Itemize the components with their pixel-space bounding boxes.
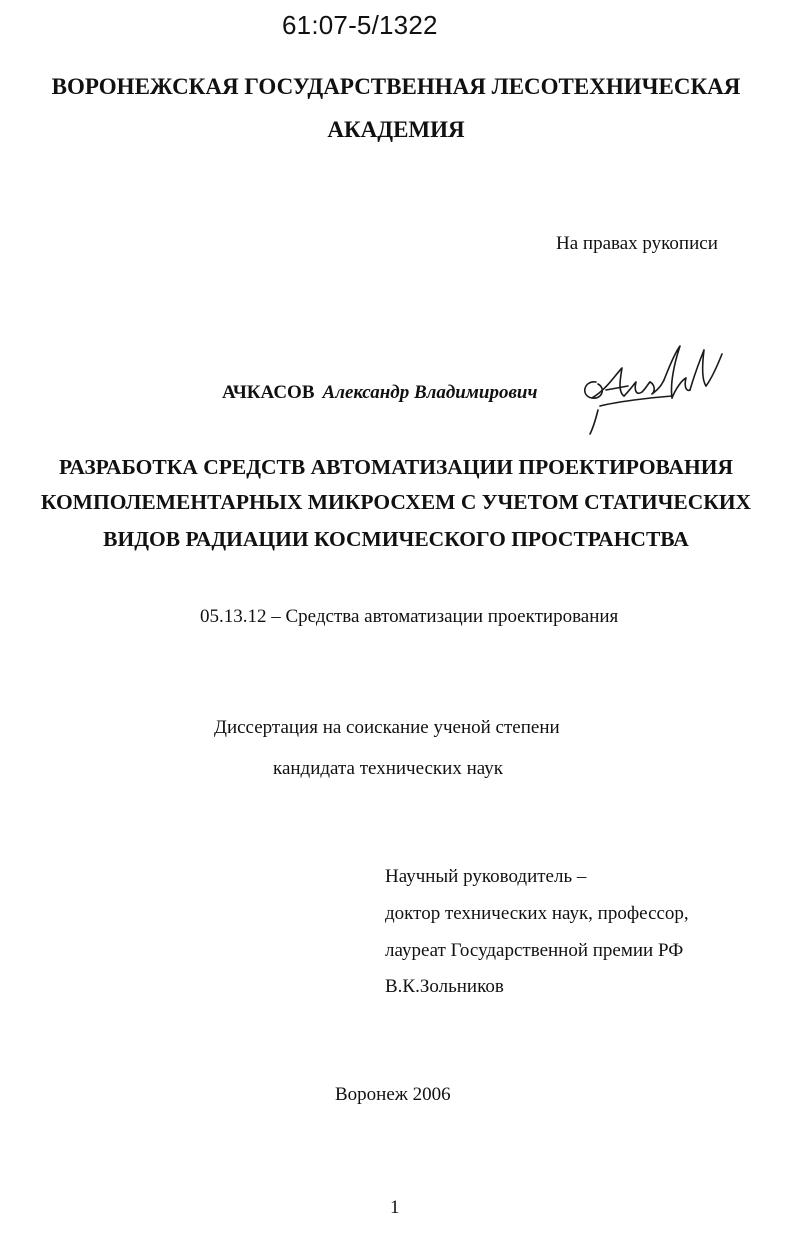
dissertation-title-line1: РАЗРАБОТКА СРЕДСТВ АВТОМАТИЗАЦИИ ПРОЕКТИРОВАНИЯ <box>58 455 734 479</box>
manuscript-rights-note: На правах рукописи <box>556 233 718 254</box>
author-surname: АЧКАСОВ <box>222 382 315 403</box>
supervisor-label: Научный руководитель – <box>385 866 587 887</box>
supervisor-degree: доктор технических наук, профессор, <box>385 903 689 924</box>
catalog-code: 61:07-5/1322 <box>282 10 438 40</box>
page-number: 1 <box>390 1197 400 1218</box>
supervisor-name: В.К.Зольников <box>385 976 504 997</box>
dissertation-title-line3: ВИДОВ РАДИАЦИИ КОСМИЧЕСКОГО ПРОСТРАНСТВА <box>103 527 689 551</box>
city-and-year: Воронеж 2006 <box>335 1084 451 1105</box>
author-name <box>222 382 537 404</box>
supervisor-award: лауреат Государственной премии РФ <box>385 940 684 961</box>
institution-name-line1: ВОРОНЕЖСКАЯ ГОСУДАРСТВЕННАЯ ЛЕСОТЕХНИЧЕСКАЯ <box>51 74 741 99</box>
degree-statement-line2: кандидата технических наук <box>273 758 503 779</box>
specialty-code: 05.13.12 – Средства автоматизации проектирования <box>200 606 619 627</box>
degree-statement-line1: Диссертация на соискание ученой степени <box>214 717 560 738</box>
dissertation-title-line2: КОМПОЛЕМЕНТАРНЫХ МИКРОСХЕМ С УЧЕТОМ СТАТИЧЕСКИХ <box>40 490 752 514</box>
signature-icon <box>576 340 736 440</box>
institution-name-line2: АКАДЕМИЯ <box>327 117 465 142</box>
author-given-names: Александр Владимирович <box>322 382 538 403</box>
